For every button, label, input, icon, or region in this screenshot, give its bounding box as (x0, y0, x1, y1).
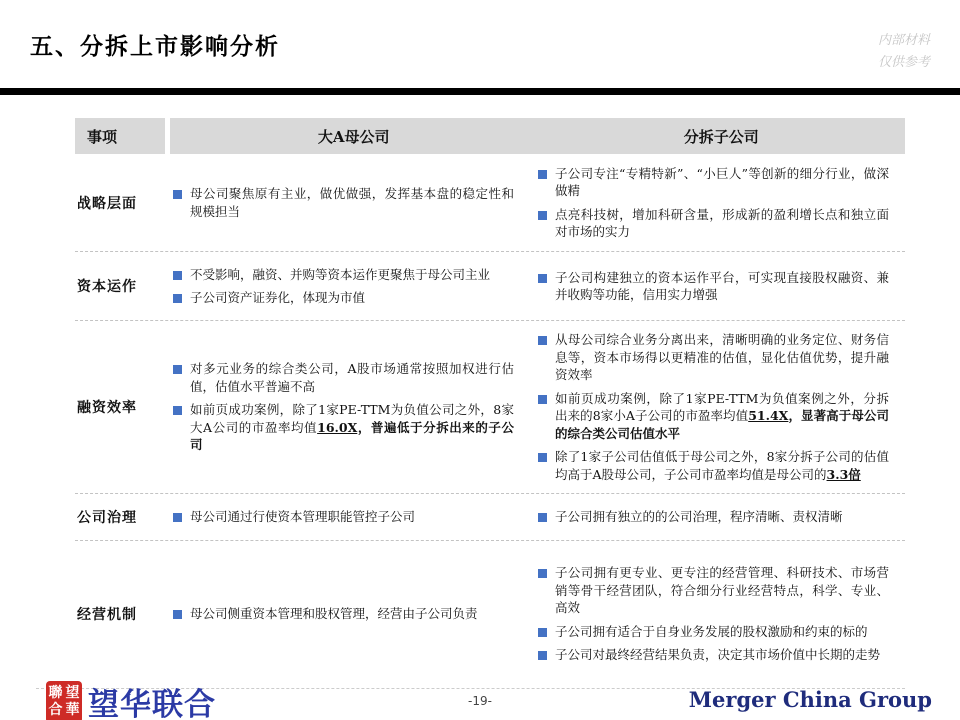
parent-company-cell (165, 252, 530, 320)
table-header (75, 118, 905, 154)
table-row (75, 154, 905, 252)
watermark-line2: 仅供参考 (877, 55, 930, 71)
bullet-square-icon (538, 651, 547, 660)
bullet-square-icon (173, 294, 182, 303)
bullet-text: 子公司构建独立的资本运作平台，可实现直接股权融资、兼并收购等功能，信用实力增强 (555, 269, 889, 302)
bullet-square-icon (173, 610, 182, 619)
logo-text: 望华联合 (88, 687, 216, 720)
bullet-item (538, 206, 889, 241)
seal-char: 望 (65, 684, 80, 701)
bullet-item (538, 331, 889, 384)
subsidiary-cell (530, 541, 905, 687)
bullet-square-icon (173, 365, 182, 374)
column-header-item: 事项 (75, 118, 165, 154)
bullet-text: 如前页成功案例，除了1家PE-TTM为负值案例之外，分拆出来的8家小A子公司的市盈率均值51.4X，显著高于母公司的综合类公司估值水平 (555, 390, 889, 441)
parent-company-cell (165, 494, 530, 540)
brand-english-name: Merger China Group (688, 687, 932, 712)
table-row (75, 541, 905, 687)
bullet-item (538, 646, 889, 664)
watermark-line1: 内部材料 (877, 33, 930, 48)
bullet-square-icon (173, 406, 182, 415)
bullet-item (173, 508, 514, 526)
column-header-parent: 大A母公司 (317, 127, 390, 146)
bullet-square-icon (538, 513, 547, 522)
row-label: 公司治理 (77, 510, 137, 526)
bullet-text: 子公司拥有更专业、更专注的经营管理、科研技术、市场营销等骨干经营团队，符合细分行业经营特点，科学、专业、高效 (555, 565, 889, 616)
table-row (75, 252, 905, 321)
bullet-item (173, 185, 514, 220)
row-label: 融资效率 (77, 400, 137, 416)
page-title: 五、分拆上市影响分析 (30, 33, 280, 60)
bullet-text: 从母公司综合业务分离出来，清晰明确的业务定位、财务信息等，资本市场得以更精准的估值，显化估值优势，提升融资效率 (555, 332, 889, 382)
seal-char: 聯 (48, 684, 63, 701)
bullet-text: 母公司聚焦原有主业，做优做强，发挥基本盘的稳定性和规模担当 (190, 186, 514, 219)
bullet-square-icon (538, 274, 547, 283)
watermark (878, 30, 930, 74)
bullet-item (173, 401, 514, 454)
table-row (75, 321, 905, 494)
bullet-square-icon (538, 395, 547, 404)
bullet-item (538, 390, 889, 443)
seal-char: 合 (48, 701, 63, 718)
bullet-square-icon (538, 211, 547, 220)
table-body (75, 154, 905, 687)
title-divider-bar (0, 88, 960, 95)
bullet-text: 不受影响，融资、并购等资本运作更聚焦于母公司主业 (190, 266, 491, 282)
bullet-text: 子公司专注“专精特新”、“小巨人”等创新的细分行业，做深做精 (555, 165, 889, 198)
bullet-text: 母公司侧重资本管理和股权管理，经营由子公司负责 (190, 606, 478, 622)
bullet-square-icon (173, 190, 182, 199)
bullet-text: 子公司拥有独立的的公司治理，程序清晰、责权清晰 (555, 509, 843, 525)
bullet-text: 子公司资产证券化，体现为市值 (190, 290, 366, 305)
page-number: -19- (468, 694, 492, 708)
bullet-square-icon (173, 271, 182, 280)
bullet-text: 除了1家子公司估值低于母公司之外，8家分拆子公司的估值均高于A股母公司，子公司市盈率均值是母公司的3.3倍 (555, 449, 889, 482)
bullet-text: 母公司通过行使资本管理职能管控子公司 (190, 509, 416, 525)
table-row (75, 494, 905, 541)
subsidiary-cell (530, 154, 905, 251)
bullet-text: 子公司拥有适合于自身业务发展的股权激励和约束的标的 (555, 623, 868, 639)
bullet-square-icon (538, 569, 547, 578)
row-label: 资本运作 (77, 279, 137, 295)
bullet-item (538, 269, 889, 304)
bullet-square-icon (538, 628, 547, 637)
bullet-item (173, 289, 514, 307)
bullet-item (538, 564, 889, 617)
bullet-text: 子公司对最终经营结果负责，决定其市场价值中长期的走势 (555, 647, 881, 663)
parent-company-cell (165, 321, 530, 493)
subsidiary-cell (530, 252, 905, 320)
parent-company-cell (165, 154, 530, 251)
bullet-square-icon (173, 513, 182, 522)
seal-char: 華 (65, 701, 80, 718)
bullet-item (173, 605, 514, 623)
bullet-square-icon (538, 170, 547, 179)
bullet-square-icon (538, 453, 547, 462)
bullet-item (538, 508, 889, 526)
subsidiary-cell (530, 494, 905, 540)
bullet-square-icon (538, 336, 547, 345)
row-label: 经营机制 (77, 607, 137, 623)
bullet-item (538, 165, 889, 200)
parent-company-cell (165, 541, 530, 687)
bullet-item (538, 448, 889, 483)
row-label: 战略层面 (77, 195, 137, 212)
header-right-block (170, 118, 905, 154)
comparison-table (75, 118, 905, 687)
subsidiary-cell (530, 321, 905, 493)
bullet-item (538, 623, 889, 641)
bullet-item (173, 360, 514, 395)
bullet-text: 如前页成功案例，除了1家PE-TTM为负值公司之外，8家大A公司的市盈率均值16.0X，普遍低于分拆出来的子公司 (190, 402, 514, 453)
bullet-text: 点亮科技树，增加科研含量，形成新的盈利增长点和独立面对市场的实力 (555, 206, 889, 239)
column-header-subsidiary: 分拆子公司 (683, 127, 759, 146)
bullet-item (173, 266, 514, 284)
bullet-text: 对多元业务的综合类公司，A股市场通常按照加权进行估值，估值水平普遍不高 (190, 361, 514, 394)
